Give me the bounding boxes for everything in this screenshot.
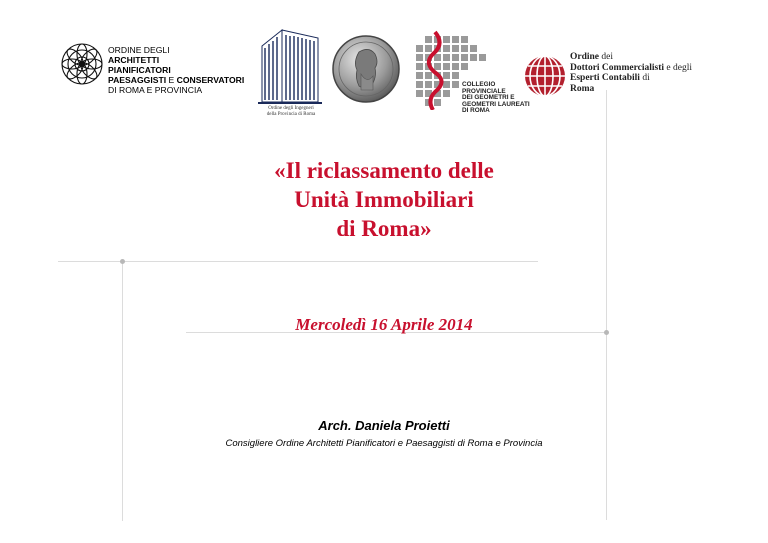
slide-title-line-3: di Roma» [336, 216, 432, 241]
slide-title [150, 156, 618, 243]
architetti-line-4c: CONSERVATORI [176, 75, 245, 85]
architetti-line-1: ORDINE DEGLI [108, 45, 170, 55]
divider-line-left [122, 261, 123, 521]
geometri-line-2: PROVINCIALE [462, 87, 506, 95]
commercialisti-line-2b: e degli [664, 62, 692, 73]
geometri-line-4: GEOMETRI LAUREATI [462, 100, 530, 108]
architetti-line-4a: PAESAGGISTI [108, 75, 167, 85]
commercialisti-line-3a: Esperti Contabili [570, 73, 640, 84]
geometri-line-5: DI ROMA [462, 107, 490, 115]
commercialisti-line-3b: di [639, 73, 650, 84]
ingegneri-line-2: della Provincia di Roma [266, 112, 316, 117]
geometri-line-1: COLLEGIO [462, 81, 496, 88]
slide-title-line-1: «Il riclassamento delle [274, 158, 494, 183]
commercialisti-org-name [570, 52, 692, 94]
commercialisti-line-2a: Dottori Commercialisti [570, 62, 665, 73]
geometri-line-3: DEI GEOMETRI E [462, 94, 515, 102]
architetti-line-5: DI ROMA E PROVINCIA [108, 85, 203, 95]
divider-line-right [606, 90, 607, 520]
speaker-role: Consigliere Ordine Architetti Pianificatori e Paesaggisti di Roma e Provincia [225, 438, 543, 449]
commercialisti-line-1b: dei [599, 52, 614, 62]
architetti-line-4b: E [166, 75, 177, 85]
divider-node-left [120, 259, 125, 264]
commercialisti-line-4: Roma [570, 83, 595, 94]
ingegneri-building-logo [258, 26, 322, 106]
ingegneri-line-1: Ordine degli Ingegneri [268, 106, 314, 111]
architetti-line-2: ARCHITETTI [108, 55, 160, 65]
architetti-org-name [108, 45, 244, 95]
commercialisti-line-1a: Ordine [570, 52, 600, 62]
divider-line-top [58, 261, 538, 262]
event-date: Mercoledì 16 Aprile 2014 [295, 315, 473, 334]
medal-portrait-logo [331, 34, 401, 104]
slide-title-line-2: Unità Immobiliari [294, 187, 474, 212]
architetti-line-3: PIANIFICATORI [108, 65, 171, 75]
commercialisti-globe-logo [523, 54, 567, 98]
speaker-name: Arch. Daniela Proietti [318, 418, 450, 433]
ingegneri-org-name [258, 106, 324, 118]
geometri-org-name [462, 82, 530, 115]
architetti-rosette-logo [60, 42, 104, 86]
